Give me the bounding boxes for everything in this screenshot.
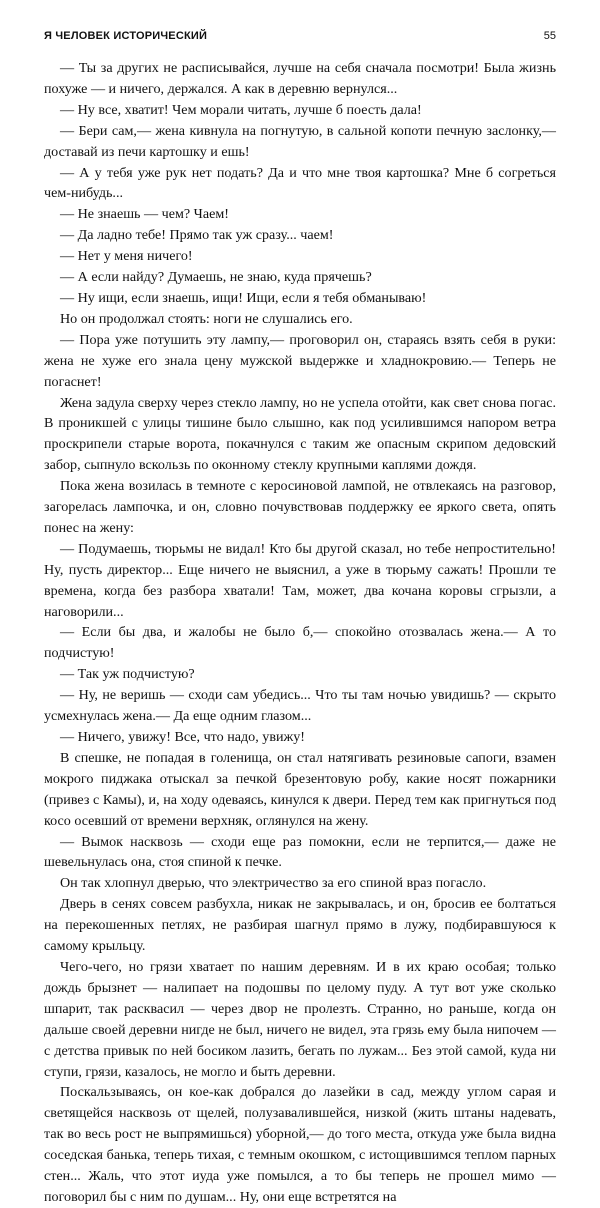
paragraph: В спешке, не попадая в голенища, он стал натягивать резиновые сапоги, взамен мокрого пиджака отыскал за печкой брезентовую робу, какие носят пожарники (привез с Камы), и, на ходу одеваясь, кинулся к двери. Перед тем как пригнуться под косо осевший от времени верхняк, оглянулся на жену. bbox=[44, 749, 556, 829]
body-text bbox=[44, 58, 556, 1208]
paragraph: — Нет у меня ничего! bbox=[60, 248, 193, 265]
paragraph: — Бери сам,— жена кивнула на погнутую, в сальной копоти печную заслонку,— доставай из печи картошку и ешь! bbox=[44, 122, 556, 160]
paragraph: — Да ладно тебе! Прямо так уж сразу... чаем! bbox=[60, 227, 334, 244]
page-number: 55 bbox=[543, 30, 556, 42]
paragraph: — Если бы два, и жалобы не было б,— спокойно отозвалась жена.— А то подчистую! bbox=[44, 624, 556, 662]
paragraph: — А если найду? Думаешь, не знаю, куда прячешь? bbox=[60, 269, 372, 286]
paragraph: Дверь в сенях совсем разбухла, никак не закрывалась, и он, бросив ее болтаться на перекошенных петлях, не разбирая шагнул прямо в лужу, подбиравшуюся к самому крыльцу. bbox=[44, 896, 556, 955]
paragraph: Поскальзываясь, он кое-как добрался до лазейки в сад, между углом сарая и светящейся насквозь от щелей, полузавалившейся, низкой (жить штаны надевать, так во весь рост не выпрямишься) уборной,— до того места, откуда уже была видна соседская банька, теперь тихая, с темным окошком, с истощившимся теплом парных стен... Жаль, что этот иуда уже помылся, а то бы теперь не прошел мимо — поговорил бы с ним по душам... Ну, они еще встретятся на bbox=[44, 1084, 556, 1205]
paragraph: — А у тебя уже рук нет подать? Да и что мне твоя картошка? Мне б согреться чем-нибудь... bbox=[44, 164, 556, 202]
paragraph: Пока жена возилась в темноте с керосиновой лампой, не отвлекаясь на разговор, загорелась лампочка, и он, словно почувствовав поддержку ее яркого света, опять понес на жену: bbox=[44, 478, 556, 536]
paragraph: — Ну все, хватит! Чем морали читать, лучше б поесть дала! bbox=[60, 101, 422, 118]
paragraph: Чего-чего, но грязи хватает по нашим деревням. И в их краю особая; только дождь брызнет — налипает на подошвы по целому пуду. А тут вот уже сколько шпарит, так расквасил — через двор не пролезть. Странно, но раньше, когда он дальше своей деревни нигде не был, ничего не видел, эта грязь ему была нипочем — с детства привык по ней босиком лазить, бегать по лужам... Без этой самой, куда ни ступи, грязи, казалось, не могло и быть деревни. bbox=[44, 958, 556, 1080]
paragraph: Но он продолжал стоять: ноги не слушались его. bbox=[60, 310, 353, 327]
paragraph: — Ну ищи, если знаешь, ищи! Ищи, если я тебя обманываю! bbox=[60, 289, 427, 306]
paragraph: — Пора уже потушить эту лампу,— проговорил он, стараясь взять себя в руки: жена не хуже его знала цену мужской выдержке и хладнокровию.— Теперь не погаснет! bbox=[44, 331, 556, 390]
paragraph: — Ну, не веришь — сходи сам убедись... Что ты там ночью увидишь? — скрыто усмехнулась жена.— Да еще одним глазом... bbox=[44, 687, 556, 725]
paragraph: — Так уж подчистую? bbox=[60, 666, 195, 683]
paragraph: Жена задула сверху через стекло лампу, но не успела отойти, как свет снова погас. В проникшей с улицы тишине было слышно, как под усилившимся напором ветра проскрипели старые ворота, покачнулся с таким же опасным скрипом дедовский забор, сыпнуло вскользь по оконному стеклу крупными каплями дождя. bbox=[44, 394, 556, 474]
paragraph: — Подумаешь, тюрьмы не видал! Кто бы другой сказал, но тебе непростительно! Ну, пусть директор... Еще ничего не выяснил, а уже в тюрьму сажать! Прошли те времена, когда без разбора хватали! Там, может, два кочана коровы сгрызли, а наговорили... bbox=[44, 540, 556, 620]
paragraph: — Не знаешь — чем? Чаем! bbox=[60, 206, 229, 223]
paragraph: — Ты за других не расписывайся, лучше на себя сначала посмотри! Была жизнь похуже — и ничего, держался. А как в деревню вернулся... bbox=[44, 60, 556, 97]
paragraph: — Вымок насквозь — сходи еще раз помокни, если не терпится,— даже не шевельнулась она, стоя спиной к печке. bbox=[44, 833, 556, 871]
page-header bbox=[44, 30, 556, 52]
paragraph: — Ничего, увижу! Все, что надо, увижу! bbox=[60, 729, 305, 745]
running-title: Я ЧЕЛОВЕК ИСТОРИЧЕСКИЙ bbox=[44, 30, 208, 42]
paragraph: Он так хлопнул дверью, что электричество за его спиной враз погасло. bbox=[60, 875, 487, 892]
